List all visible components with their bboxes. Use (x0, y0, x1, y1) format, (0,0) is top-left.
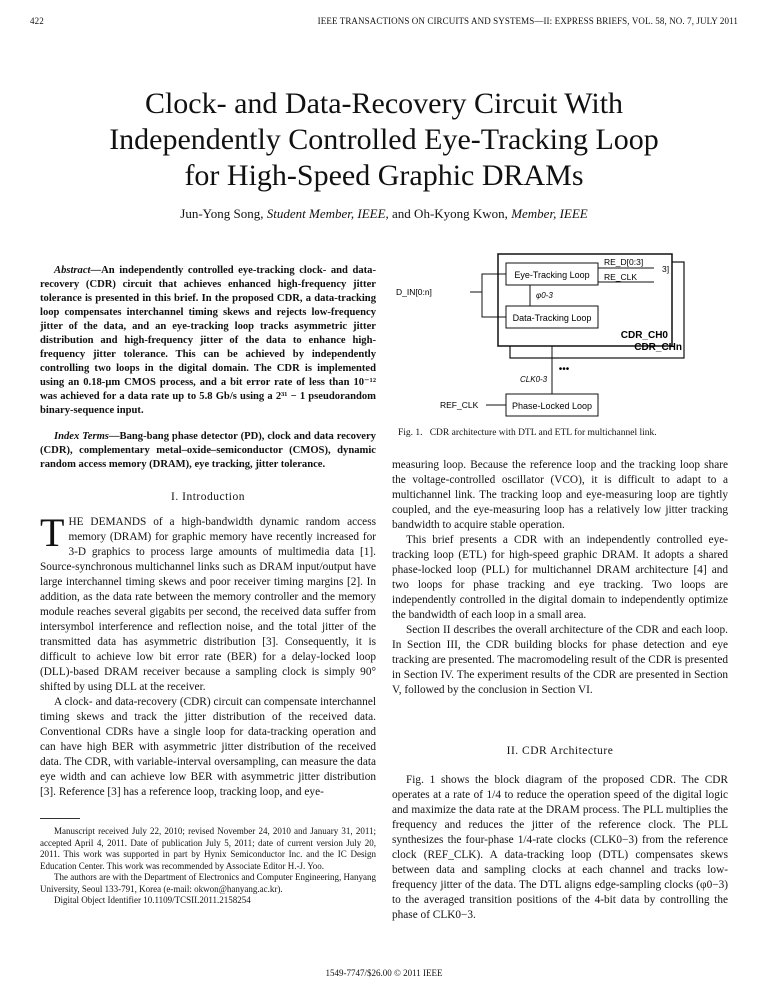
paragraph: This brief presents a CDR with an independently controlled eye-tracking loop (ETL) for high-speed graphic DRAM. It adopts a shared phase-locked loop (PLL) for multichannel DRAM architecture [4] and two loops for phase tracking and eye tracking. Two loops are independently controlled in the digital domain to independently optimize the bandwidth of each loop in a small area. (392, 534, 728, 621)
figure-caption (398, 428, 738, 438)
section-heading: I. Introduction (171, 491, 245, 503)
paragraph-text: HE DEMANDS of a high-bandwidth dynamic random access memory (DRAM) for graphic memory have recently increased for 3-D graphics to process large amounts of multimedia data [1]. Source-synchronous multichannel links such as DRAM input/output have large interchannel timing skews and poor receiver timing margins [2]. In addition, as the data rate between the memory controller and the memory module reaches several gigabits per second, the received data suffer from intersymbol interference and reflection noise, and the total jitter of the transmitted data has asymmetric distribution [3]. Consequently, it is difficult to achieve low bit error rate (BER) for a delay-locked loop (DLL)-based DRAM receiver because a sampling clock is simply 90° shifted by using DLL at the receiver. (40, 516, 376, 693)
footnote-text: Digital Object Identifier 10.1109/TCSII.2011.2158254 (54, 895, 251, 905)
page-number: 422 (30, 16, 44, 26)
index-terms (40, 430, 376, 472)
dropcap: T (40, 510, 65, 555)
cdr-chn-label: CDR_CHn (634, 342, 682, 353)
left-column (40, 264, 376, 800)
abstract-label: Abstract (54, 265, 91, 276)
abstract (40, 264, 376, 418)
eye-tracking-label: Eye-Tracking Loop (514, 270, 590, 280)
title-line: for High-Speed Graphic DRAMs (184, 159, 584, 192)
journal-header: IEEE TRANSACTIONS ON CIRCUITS AND SYSTEMS—II: EXPRESS BRIEFS, VOL. 58, NO. 7, JULY 2011 (317, 16, 738, 26)
figure-caption-text: CDR architecture with DTL and ETL for multichannel link. (429, 428, 657, 438)
bracket-label: 3] (662, 264, 670, 274)
paragraph: measuring loop. Because the reference loop and the tracking loop share the voltage-controlled oscillator (VCO), it is difficult to adapt to a multichannel link. The tracking loop and eye-measuring loop are tightly coupled, and the eye-measuring loop has a relatively low jitter tracking bandwidth to acquire stable operation. (392, 459, 728, 531)
re-clk-label: RE_CLK (604, 272, 638, 282)
section-heading: II. CDR Architecture (506, 745, 614, 757)
author-name: Jun-Yong Song, (180, 206, 264, 221)
footnote (40, 826, 376, 907)
index-terms-label: Index Terms (54, 431, 109, 442)
clk-label: CLK0-3 (520, 375, 548, 384)
data-tracking-label: Data-Tracking Loop (512, 313, 592, 323)
d-in-label: D_IN[0:n] (396, 287, 432, 297)
author-name: and Oh-Kyong Kwon, (392, 206, 508, 221)
right-column (392, 458, 728, 923)
channel-dots: ••• (558, 364, 570, 375)
author-role: Student Member, IEEE, (266, 206, 389, 221)
pll-label: Phase-Locked Loop (511, 401, 593, 411)
title-line: Independently Controlled Eye-Tracking Loop (109, 123, 659, 156)
phi-label: φ0-3 (536, 291, 553, 300)
paragraph: Fig. 1 shows the block diagram of the proposed CDR. The CDR operates at a rate of 1/4 to reduce the operation speed of the digital logic and maximize the data rate at the DRAM process. The PLL multiplies the frequency and reduces the jitter of the reference clock. The PLL synthesizes the four-phase 1/4-rate clocks (CLK0−3) from the reference clock (REF_CLK). A data-tracking loop (DTL) compensates skews between data and sampling clocks at each channel and tracks low-frequency jitter of the data. The DTL aligns edge-sampling clocks (φ0−3) to the averaged transition positions of the 4-bit data by controlling the phase of CLK0−3. (392, 774, 728, 921)
index-terms-text: —Bang-bang phase detector (PD), clock and data recovery (CDR), complementary metal–oxide–semiconductor (CMOS), dynamic random access memory (DRAM), eye tracking, jitter tolerance. (40, 431, 376, 470)
ref-clk-label: REF_CLK (440, 400, 479, 410)
footnote-text: Manuscript received July 22, 2010; revised November 24, 2010 and January 31, 2011; accepted April 4, 2011. Date of publication July 5, 2011; date of current version July 20, 2011. This work was supported in part by Hynix Semiconductor Inc. and the IC Design Education Center. This work was recommended by Associate Editor H.-J. Yoo. (40, 826, 376, 871)
paragraph: Section II describes the overall architecture of the CDR and each loop. In Section III, the CDR building blocks for phase detection and eye tracking are presented. The macromodeling result of the CDR is presented in Section IV. The experiment results of the CDR are presented in Section V, followed by the conclusion in Section VI. (392, 624, 728, 696)
paragraph (40, 510, 376, 695)
copyright-footer: 1549-7747/$26.00 © 2011 IEEE (325, 968, 443, 978)
title-line: Clock- and Data-Recovery Circuit With (144, 87, 624, 120)
figure-caption-label: Fig. 1. (398, 428, 423, 438)
figure-1-diagram (392, 248, 738, 424)
abstract-text: —An independently controlled eye-tracking clock- and data-recovery (CDR) circuit that achieves enhanced high-frequency jitter tolerance is presented in this brief. In the proposed CDR, a data-tracking loop compensates interchannel timing skews and rejects low-frequency jitter of the data, and an eye-tracking loop tracks asymmetric jitter distribution and high-frequency jitter of the data to enhance high-frequency jitter tolerance. This can be achieved by independently controlling two loops in the digital domain. The CDR is implemented using an 0.18-μm CMOS process, and a bit error rate of less than 10⁻¹² was achieved for a data rate up to 5.8 Gb/s using a 2³¹ − 1 pseudorandom binary-sequence input. (40, 265, 376, 416)
authors (40, 206, 728, 222)
paragraph: A clock- and data-recovery (CDR) circuit can compensate interchannel timing skews and track the jitter distribution of the received data. Conventional CDRs have a single loop for data-tracking operation and can have high BER with asymmetric jitter distribution of the received data. The CDR, with variable-interval oversampling, can measure the data eye width and can achieve low BER with asymmetric jitter distribution [3]. Reference [3] has a reference loop, tracking loop, and eye- (40, 696, 376, 798)
footnote-text: The authors are with the Department of Electronics and Computer Engineering, Hanyang University, Seoul 133-791, Korea (e-mail: okwon@hanyang.ac.kr). (40, 872, 376, 894)
footnote-rule (40, 818, 80, 819)
author-role: Member, IEEE (511, 206, 588, 221)
paper-title (40, 86, 728, 194)
cdr-ch0-label: CDR_CH0 (620, 330, 668, 341)
re-d-label: RE_D[0:3] (604, 257, 644, 267)
